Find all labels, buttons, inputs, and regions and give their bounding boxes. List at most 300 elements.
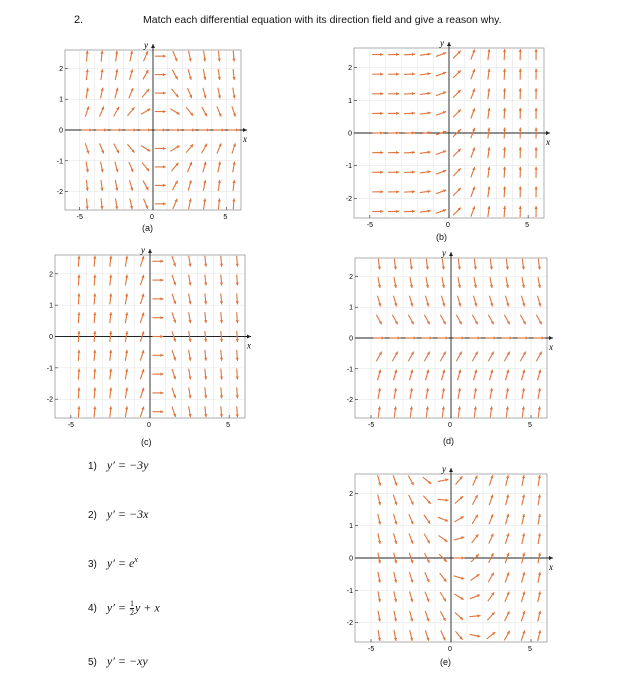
field-arrow xyxy=(204,275,207,286)
field-arrow xyxy=(506,388,509,399)
field-arrow xyxy=(220,256,223,267)
field-arrow xyxy=(408,315,413,325)
field-arrow xyxy=(203,69,206,80)
field-arrow xyxy=(519,108,522,119)
y-tick-label: -1 xyxy=(345,163,352,171)
field-arrow xyxy=(410,630,413,641)
field-arrow xyxy=(388,190,399,193)
y-axis-arrow xyxy=(148,249,152,253)
field-arrow xyxy=(394,630,397,641)
field-arrow xyxy=(155,128,166,131)
y-tick-label: 0 xyxy=(49,334,53,341)
field-arrow xyxy=(152,297,163,300)
field-arrow xyxy=(455,476,462,484)
field-arrow xyxy=(522,514,525,525)
equation-2 xyxy=(88,507,148,522)
field-arrow xyxy=(171,89,178,97)
field-arrow xyxy=(471,187,475,197)
field-arrow xyxy=(100,69,103,80)
field-arrow xyxy=(474,277,477,288)
field-arrow xyxy=(172,350,176,360)
field-arrow xyxy=(535,69,538,80)
field-arrow xyxy=(522,406,525,417)
field-arrow xyxy=(394,277,397,288)
field-arrow xyxy=(125,387,128,398)
field-arrow xyxy=(436,189,446,193)
y-tick-label: 2 xyxy=(49,271,53,279)
field-arrow xyxy=(388,171,399,174)
field-arrow xyxy=(442,406,445,417)
field-arrow xyxy=(188,180,192,191)
field-arrow xyxy=(471,89,475,99)
field-arrow xyxy=(505,533,509,544)
field-arrow xyxy=(372,53,383,56)
field-arrow xyxy=(93,312,96,323)
field-arrow xyxy=(538,533,541,544)
field-arrow xyxy=(519,69,522,80)
field-arrow xyxy=(388,151,399,154)
y-tick-label: -1 xyxy=(346,366,353,374)
field-arrow xyxy=(506,296,510,307)
field-arrow xyxy=(453,51,461,59)
field-arrow xyxy=(93,406,96,417)
field-arrow xyxy=(458,277,461,288)
field-arrow xyxy=(155,110,166,113)
equation-lhs: y′ = xyxy=(106,507,126,521)
field-arrow xyxy=(505,611,510,621)
field-arrow xyxy=(426,370,430,381)
field-arrow xyxy=(152,260,163,263)
field-arrow xyxy=(506,495,510,506)
field-arrow xyxy=(440,573,447,582)
field-arrow xyxy=(438,336,449,339)
field-arrow xyxy=(470,614,481,617)
field-arrow xyxy=(535,108,538,119)
panel-label-d: (d) xyxy=(443,436,454,446)
y-tick-label: 1 xyxy=(349,523,353,531)
field-arrow xyxy=(503,69,506,80)
field-arrow xyxy=(109,312,112,323)
x-tick-label: -5 xyxy=(67,422,75,429)
field-arrow xyxy=(394,388,397,399)
y-tick-label: -2 xyxy=(346,397,353,405)
field-arrow xyxy=(420,111,431,114)
field-arrow xyxy=(404,131,415,134)
y-tick-label: -2 xyxy=(346,620,353,628)
field-arrow xyxy=(218,51,221,62)
field-arrow xyxy=(152,391,163,394)
equation-number: 4) xyxy=(88,603,97,615)
field-arrow xyxy=(404,210,415,213)
field-arrow xyxy=(538,630,542,641)
field-arrow xyxy=(236,350,239,361)
field-arrow xyxy=(521,611,525,621)
field-arrow xyxy=(519,49,522,60)
field-arrow xyxy=(420,210,431,213)
field-arrow xyxy=(188,162,193,172)
field-arrow xyxy=(440,592,446,601)
y-axis-arrow xyxy=(447,42,451,46)
field-arrow xyxy=(152,354,163,357)
field-arrow xyxy=(472,534,479,543)
field-arrow xyxy=(442,388,445,399)
field-arrow xyxy=(409,495,414,505)
field-arrow xyxy=(394,406,397,417)
field-arrow xyxy=(378,406,381,417)
field-arrow xyxy=(502,336,513,339)
y-tick-label: -1 xyxy=(346,587,353,595)
field-arrow xyxy=(409,572,413,583)
field-arrow xyxy=(220,406,223,417)
x-tick-label: 0 xyxy=(150,214,154,221)
field-arrow xyxy=(378,611,381,622)
field-arrow xyxy=(423,477,432,484)
field-arrow xyxy=(410,296,414,307)
field-arrow xyxy=(488,573,494,582)
direction-field-e xyxy=(343,462,553,652)
field-arrow xyxy=(232,88,235,99)
field-arrow xyxy=(393,495,397,505)
field-arrow xyxy=(378,630,381,641)
field-arrow xyxy=(144,199,149,209)
field-arrow xyxy=(77,312,80,323)
field-arrow xyxy=(188,256,191,267)
field-arrow xyxy=(503,88,506,99)
field-arrow xyxy=(188,350,191,361)
field-arrow xyxy=(388,210,399,213)
y-tick-label: 2 xyxy=(59,65,63,73)
field-arrow xyxy=(453,149,461,157)
field-arrow xyxy=(127,144,134,152)
y-tick-label: -2 xyxy=(345,195,352,203)
field-arrow xyxy=(232,198,235,209)
field-arrow xyxy=(93,350,96,361)
field-arrow xyxy=(155,165,166,168)
field-arrow xyxy=(392,315,397,325)
x-tick-label: 5 xyxy=(525,222,530,229)
field-arrow xyxy=(378,591,381,602)
field-arrow xyxy=(410,406,413,417)
field-arrow xyxy=(85,106,89,116)
x-axis-arrow xyxy=(549,556,553,560)
field-arrow xyxy=(173,199,178,209)
field-arrow xyxy=(204,293,207,304)
field-arrow xyxy=(503,186,506,197)
field-arrow xyxy=(426,388,429,399)
x-axis-arrow xyxy=(247,335,251,339)
field-arrow xyxy=(471,206,475,216)
field-arrow xyxy=(111,128,122,131)
field-arrow xyxy=(202,144,207,154)
field-arrow xyxy=(217,106,222,116)
field-arrow xyxy=(152,373,163,376)
field-arrow xyxy=(172,388,176,398)
field-arrow xyxy=(470,336,481,339)
field-arrow xyxy=(388,53,399,56)
field-arrow xyxy=(535,49,538,60)
field-arrow xyxy=(141,109,150,115)
field-arrow xyxy=(519,186,522,197)
field-arrow xyxy=(454,556,465,559)
field-arrow xyxy=(404,171,415,174)
field-arrow xyxy=(236,275,239,286)
field-arrow xyxy=(518,336,529,339)
field-arrow xyxy=(489,514,493,524)
field-arrow xyxy=(487,167,490,178)
field-arrow xyxy=(521,630,525,640)
field-arrow xyxy=(538,388,541,399)
equation-number: 1) xyxy=(88,461,97,472)
y-tick-label: 1 xyxy=(49,302,53,310)
field-arrow xyxy=(203,162,207,173)
y-tick-label: -1 xyxy=(56,158,63,166)
field-arrow xyxy=(100,106,105,116)
field-arrow xyxy=(522,494,525,505)
field-arrow xyxy=(186,107,193,115)
field-arrow xyxy=(393,514,397,525)
field-arrow xyxy=(436,72,446,76)
field-arrow xyxy=(204,369,207,380)
field-arrow xyxy=(93,369,96,380)
field-arrow xyxy=(372,171,383,174)
field-arrow xyxy=(140,407,144,417)
field-arrow xyxy=(506,475,509,486)
field-arrow xyxy=(125,312,128,323)
field-arrow xyxy=(152,316,163,319)
field-arrow xyxy=(218,162,221,173)
field-arrow xyxy=(115,180,118,191)
field-arrow xyxy=(420,53,431,56)
field-arrow xyxy=(470,634,481,637)
equation-rhs: −3y xyxy=(128,458,149,472)
field-arrow xyxy=(394,533,398,544)
field-arrow xyxy=(472,515,478,524)
field-arrow xyxy=(232,161,235,172)
field-arrow xyxy=(188,312,191,323)
field-arrow xyxy=(506,370,510,381)
field-arrow xyxy=(538,370,542,381)
field-arrow xyxy=(410,611,414,622)
field-arrow xyxy=(453,208,461,216)
field-arrow xyxy=(236,293,239,304)
field-arrow xyxy=(474,388,477,399)
field-arrow xyxy=(93,387,96,398)
equation-lhs: y′ = xyxy=(106,458,126,472)
field-arrow xyxy=(522,388,525,399)
field-arrow xyxy=(519,88,522,99)
field-arrow xyxy=(140,256,144,266)
field-arrow xyxy=(129,162,134,172)
field-arrow xyxy=(101,88,104,99)
field-arrow xyxy=(442,277,445,288)
field-arrow xyxy=(436,150,446,154)
field-arrow xyxy=(232,69,235,80)
field-arrow xyxy=(100,198,103,209)
x-tick-label: -5 xyxy=(368,422,375,429)
field-arrow xyxy=(140,294,144,304)
field-arrow xyxy=(172,256,176,266)
field-arrow xyxy=(504,631,509,641)
field-arrow xyxy=(408,352,413,362)
y-axis-label: y xyxy=(442,464,446,474)
field-arrow xyxy=(172,294,176,304)
field-arrow xyxy=(426,406,429,417)
field-arrow xyxy=(388,92,399,95)
field-arrow xyxy=(93,256,96,267)
field-arrow xyxy=(143,70,148,80)
field-arrow xyxy=(184,128,195,131)
field-arrow xyxy=(487,49,490,60)
y-tick-label: -2 xyxy=(56,189,63,197)
field-arrow xyxy=(438,499,449,502)
field-arrow xyxy=(218,88,221,99)
y-tick-label: -2 xyxy=(46,396,53,404)
field-arrow xyxy=(522,572,526,583)
field-arrow xyxy=(130,180,134,191)
equation-5 xyxy=(88,654,148,669)
field-arrow xyxy=(125,275,128,286)
field-arrow xyxy=(521,591,525,602)
field-arrow xyxy=(232,51,235,62)
field-arrow xyxy=(114,144,119,154)
field-arrow xyxy=(372,131,383,134)
field-arrow xyxy=(506,277,509,288)
field-arrow xyxy=(487,186,490,197)
field-arrow xyxy=(436,91,446,95)
field-arrow xyxy=(77,275,80,286)
field-arrow xyxy=(188,88,193,98)
field-arrow xyxy=(172,407,176,417)
field-arrow xyxy=(220,312,223,323)
field-arrow xyxy=(425,592,429,602)
field-arrow xyxy=(506,514,510,525)
field-arrow xyxy=(487,88,490,99)
equation-rhs-tail: y + x xyxy=(134,600,160,615)
field-arrow xyxy=(140,128,151,131)
field-arrow xyxy=(393,475,397,485)
y-tick-label: 2 xyxy=(349,490,353,498)
field-arrow xyxy=(409,514,414,524)
field-arrow xyxy=(109,369,112,380)
x-axis-label: x xyxy=(549,562,553,572)
field-arrow xyxy=(394,296,398,307)
field-arrow xyxy=(372,112,383,115)
panel-label-c: (c) xyxy=(141,437,152,447)
field-arrow xyxy=(423,496,430,504)
field-arrow xyxy=(96,128,107,131)
field-arrow xyxy=(504,315,509,325)
field-arrow xyxy=(536,315,541,325)
field-arrow xyxy=(440,352,445,362)
field-arrow xyxy=(188,275,191,286)
x-axis-arrow xyxy=(243,128,247,132)
field-arrow xyxy=(488,352,493,362)
field-arrow xyxy=(378,475,382,486)
x-tick-label: 0 xyxy=(448,646,452,653)
field-arrow xyxy=(471,167,475,177)
field-arrow xyxy=(232,143,236,153)
field-arrow xyxy=(186,144,193,152)
y-axis-label: y xyxy=(144,40,148,50)
field-arrow xyxy=(152,335,163,338)
field-arrow xyxy=(487,206,490,217)
field-arrow xyxy=(454,594,463,600)
field-arrow xyxy=(236,312,239,323)
field-arrow xyxy=(455,631,462,639)
x-tick-label: 5 xyxy=(528,422,532,429)
field-arrow xyxy=(115,69,118,80)
direction-field-d xyxy=(345,248,555,433)
x-axis-arrow xyxy=(546,131,550,135)
field-arrow xyxy=(378,259,381,270)
field-arrow xyxy=(424,315,429,325)
field-arrow xyxy=(406,336,417,339)
field-arrow xyxy=(376,352,381,362)
field-arrow xyxy=(490,370,494,381)
field-arrow xyxy=(204,406,207,417)
field-arrow xyxy=(189,198,192,209)
field-arrow xyxy=(489,534,494,544)
field-arrow xyxy=(204,256,207,267)
field-arrow xyxy=(522,370,526,381)
equation-lhs: y′ = xyxy=(106,556,126,570)
field-arrow xyxy=(86,88,89,99)
panel-label-b: (b) xyxy=(436,232,447,242)
equation-rhs: −xy xyxy=(128,654,148,668)
x-axis-arrow xyxy=(549,336,553,340)
field-arrow xyxy=(236,369,239,380)
field-arrow xyxy=(188,293,191,304)
field-arrow xyxy=(420,92,431,95)
field-arrow xyxy=(130,198,133,209)
field-arrow xyxy=(404,53,415,56)
x-axis-label: x xyxy=(247,340,251,351)
field-arrow xyxy=(372,210,383,213)
field-arrow xyxy=(487,108,490,119)
field-arrow xyxy=(173,51,178,61)
field-arrow xyxy=(519,147,522,158)
field-arrow xyxy=(453,188,461,196)
field-arrow xyxy=(505,572,509,582)
field-arrow xyxy=(129,88,134,98)
field-arrow xyxy=(171,163,178,171)
field-arrow xyxy=(77,293,80,304)
equation-lhs: y′ = xyxy=(106,654,126,668)
field-arrow xyxy=(172,369,176,379)
field-arrow xyxy=(503,108,506,119)
y-axis-arrow xyxy=(449,468,453,472)
x-tick-label: 5 xyxy=(528,646,532,653)
field-arrow xyxy=(504,352,509,362)
field-arrow xyxy=(77,387,80,398)
equation-number: 2) xyxy=(88,510,97,521)
field-arrow xyxy=(218,69,221,80)
field-arrow xyxy=(86,198,89,209)
field-arrow xyxy=(378,277,381,288)
field-arrow xyxy=(535,206,538,217)
field-arrow xyxy=(458,406,461,417)
field-arrow xyxy=(470,574,479,580)
field-arrow xyxy=(404,72,415,75)
field-arrow xyxy=(155,147,166,150)
x-tick-label: 5 xyxy=(226,422,231,429)
field-arrow xyxy=(172,275,176,285)
field-arrow xyxy=(125,406,128,417)
field-arrow xyxy=(109,406,112,417)
field-arrow xyxy=(86,51,89,62)
y-tick-label: 0 xyxy=(348,130,352,138)
x-tick-label: -5 xyxy=(76,214,83,221)
